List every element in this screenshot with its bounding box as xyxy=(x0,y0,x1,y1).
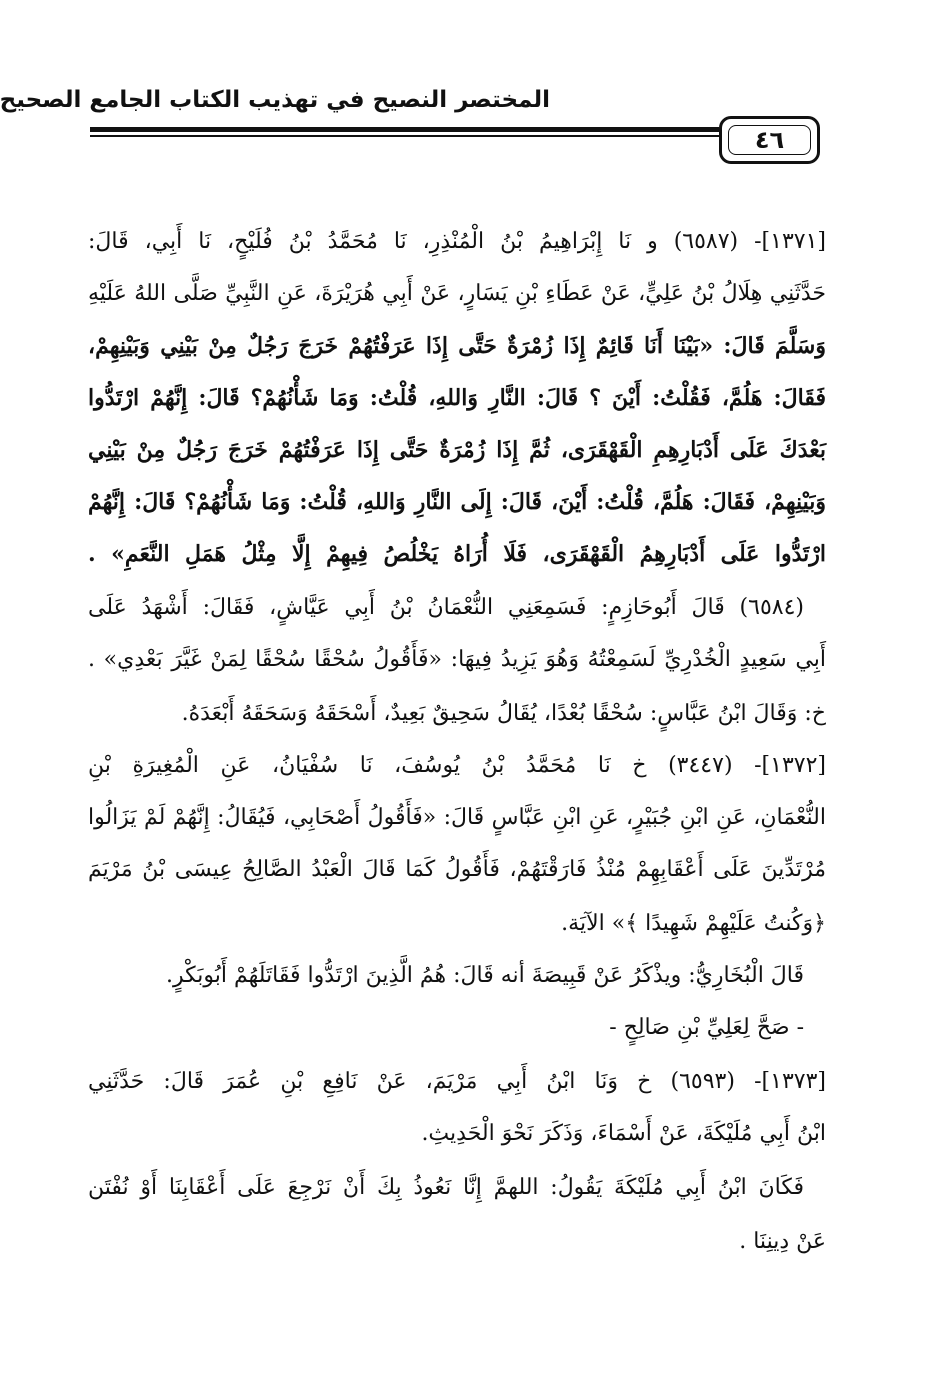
text-line: (٦٥٨٤) قَالَ أَبُوحَازِمٍ: فَسَمِعَنِي النُّعْمَانُ بْنُ أَبِي عَيَّاشٍ، فَقَالَ: أَشْهَدُ عَلَى xyxy=(88,595,805,620)
text-line: عَنْ دِينِنَا . xyxy=(739,1229,826,1254)
header-rule-thin xyxy=(90,135,719,137)
text-line: وَسَلَّمَ قَالَ: «بَيْنَا أَنَا قَائِمٌ إِذَا زُمْرَةٌ حَتَّى إِذَا عَرَفْتُهُمْ خَرَجَ رَجُلٌ مِنْ بَيْنِي وَبَيْنِهِمْ، xyxy=(88,333,826,359)
text-line: فَقَالَ: هَلُمَّ، فَقُلْتُ: أَيْنَ ؟ قَالَ: النَّارِ وَاللهِ، قُلْتُ: وَمَا شَأْنُهُمْ؟ قَالَ: إِنَّهُمْ ارْتَدُّوا xyxy=(88,385,826,411)
text-line: - صَحَّ لِعَلِيِّ بْنِ صَالِحٍ - xyxy=(609,1015,804,1040)
text-line: خ: وَقَالَ ابْنُ عَبَّاسٍ: سُحْقًا بُعْدًا، يُقَالُ سَحِيقٌ بَعِيدٌ، أَسْحَقَهُ وَسَحَقَهُ أَبْعَدَهُ. xyxy=(181,701,826,726)
text-line: قَالَ الْبُخَارِيُّ: ويذْكَرُ عَنْ قَبِيصَةَ أنه قَالَ: هُمُ الَّذِينَ ارْتَدُّوا فَقَاتَلَهُمْ أَبُوبَكْرٍ. xyxy=(166,963,804,988)
text-line: النُّعْمَانِ، عَنِ ابْنِ جُبَيْرٍ، عَنِ ابْنِ عَبَّاسٍ قَالَ: «فَأَقُولُ أَصْحَابِي، فَيُقَالُ: إِنَّهُمْ لَمْ يَزَالُوا xyxy=(88,805,826,830)
running-title: المختصر النصيح في تهذيب الكتاب الجامع الصحيح xyxy=(0,87,550,113)
text-line: أَبِي سَعِيدٍ الْخُدْرِيِّ لَسَمِعْتُهُ وَهُوَ يَزِيدُ فِيهَا: «فَأَقُولُ سُحْقًا سُحْقًا لِمَنْ غَيَّرَ بَعْدِي» . xyxy=(88,647,826,672)
page-number-box xyxy=(719,116,820,164)
text-line: [١٣٧٢]- (٣٤٤٧) خ نَا مُحَمَّدُ بْنُ يُوسُفَ، نَا سُفْيَانُ، عَنِ الْمُغِيرَةِ بْنِ xyxy=(88,753,826,778)
text-line: وَبَيْنِهِمْ، فَقَالَ: هَلُمَّ، قُلْتُ: أَيْنَ، قَالَ: إِلَى النَّارِ وَاللهِ، قُلْتُ: وَمَا شَأْنُهُمْ؟ قَالَ: إِنَّهُمْ xyxy=(88,489,826,515)
text-line: ابْنُ أَبِي مُلَيْكَةَ، عَنْ أَسْمَاءَ، وَذَكَرَ نَحْوَ الْحَدِيثِ. xyxy=(421,1121,826,1146)
header-rule-thick xyxy=(90,127,719,132)
text-line: [١٣٧٣]- (٦٥٩٣) خ وَنَا ابْنُ أَبِي مَرْيَمَ، عَنْ نَافِعِ بْنِ عُمَرَ قَالَ: حَدَّثَنِي xyxy=(88,1069,826,1094)
text-line: مُرْتَدِّينَ عَلَى أَعْقَابِهِمْ مُنْذُ فَارَقْتَهُمْ، فَأَقُولُ كَمَا قَالَ الْعَبْدُ الصَّالِحُ عِيسَى بْنُ مَرْيَمَ xyxy=(88,857,826,882)
page-number: ٤٦ xyxy=(754,126,785,154)
text-line: ارْتَدُّوا عَلَى أَدْبَارِهِمُ الْقَهْقَرَى، فَلَا أُرَاهُ يَخْلُصُ فِيهِمْ إِلَّا مِثْلُ هَمَلِ النَّعَمِ» . xyxy=(88,541,826,567)
text-line: بَعْدَكَ عَلَى أَدْبَارِهِمِ الْقَهْقَرَى، ثُمَّ إِذَا زُمْرَةٌ حَتَّى إِذَا عَرَفْتُهُمْ خَرَجَ رَجُلٌ مِنْ بَيْنِي xyxy=(88,437,826,463)
text-line: [١٣٧١]- (٦٥٨٧) و نَا إِبْرَاهِيمُ بْنُ الْمُنْذِرِ، نَا مُحَمَّدُ بْنُ فُلَيْحٍ، نَا أَبِي، قَالَ: xyxy=(88,229,826,254)
text-line: فَكَانَ ابْنُ أَبِي مُلَيْكَةَ يَقُولُ: اللهمَّ إِنَّا نَعُوذُ بِكَ أَنْ نَرْجِعَ عَلَى أَعْقَابِنَا أَوْ نُفْتَن xyxy=(88,1175,804,1200)
text-line: ﴿وَكُنتُ عَلَيْهِمْ شَهِيدًا ﴾» الآيَة. xyxy=(561,911,826,936)
text-line: حَدَّثَنِي هِلَالُ بْنُ عَلِيٍّ، عَنْ عَطَاءِ بْنِ يَسَارٍ، عَنْ أَبِي هُرَيْرَةَ، عَنِ النَّبِيِّ صَلَّى اللهُ عَلَيْهِ xyxy=(88,281,826,306)
